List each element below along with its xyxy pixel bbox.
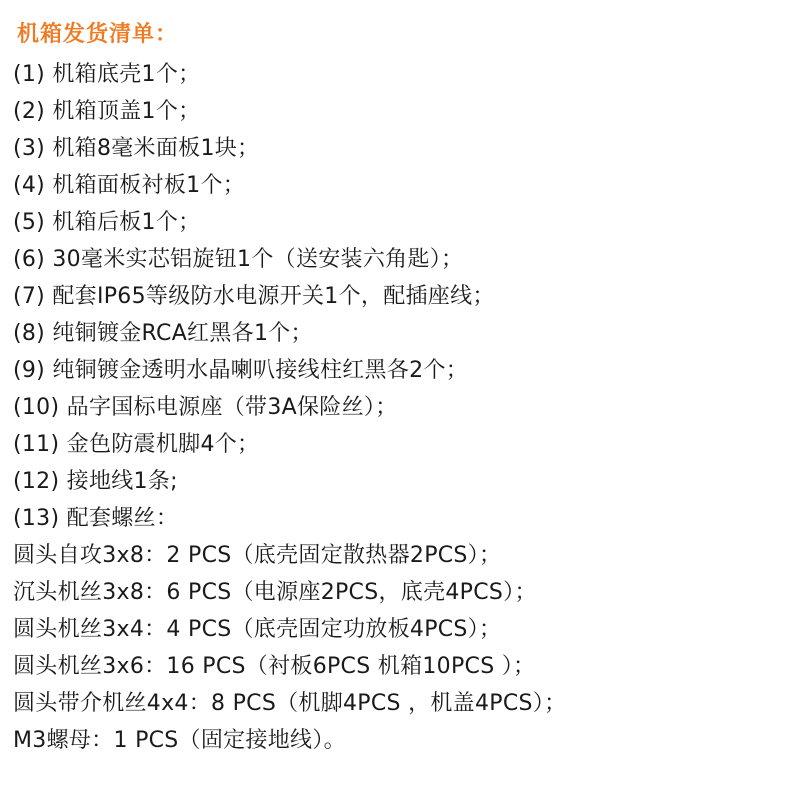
screw-item: M3螺母：1 PCS（固定接地线）。 (13, 728, 346, 753)
list-item: (6) 30毫米实芯铝旋钮1个（送安装六角匙）； (13, 247, 464, 272)
screw-item: 圆头机丝3x6：16 PCS（衬板6PCS 机箱10PCS ）； (13, 654, 536, 679)
list-item: (4) 机箱面板衬板1个； (13, 173, 246, 198)
screw-item: 圆头自攻3x8：2 PCS（底壳固定散热器2PCS）； (13, 543, 502, 568)
list-item: (13) 配套螺丝： (13, 506, 179, 531)
list-item: (7) 配套IP65等级防水电源开关1个，配插座线； (13, 284, 495, 309)
list-item: (9) 纯铜镀金透明水晶喇叭接线柱红黑各2个； (13, 358, 469, 383)
list-item: (5) 机箱后板1个； (13, 210, 201, 235)
screw-item: 圆头带介机丝4x4：8 PCS（机脚4PCS ，机盖4PCS）； (13, 691, 567, 716)
document-title: 机箱发货清单： (17, 22, 179, 47)
screw-item: 圆头机丝3x4：4 PCS（底壳固定功放板4PCS）； (13, 617, 502, 642)
list-item: (12) 接地线1条; (13, 469, 178, 494)
list-item: (1) 机箱底壳1个； (13, 62, 201, 87)
list-item: (10) 品字国标电源座（带3A保险丝）； (13, 395, 398, 420)
item-list (13, 56, 566, 759)
list-item: (3) 机箱8毫米面板1块； (13, 136, 260, 161)
screw-item: 沉头机丝3x8：6 PCS（电源座2PCS，底壳4PCS）； (13, 580, 537, 605)
list-item: (11) 金色防震机脚4个； (13, 432, 260, 457)
list-item: (2) 机箱顶盖1个； (13, 99, 201, 124)
list-item: (8) 纯铜镀金RCA红黑各1个； (13, 321, 313, 346)
